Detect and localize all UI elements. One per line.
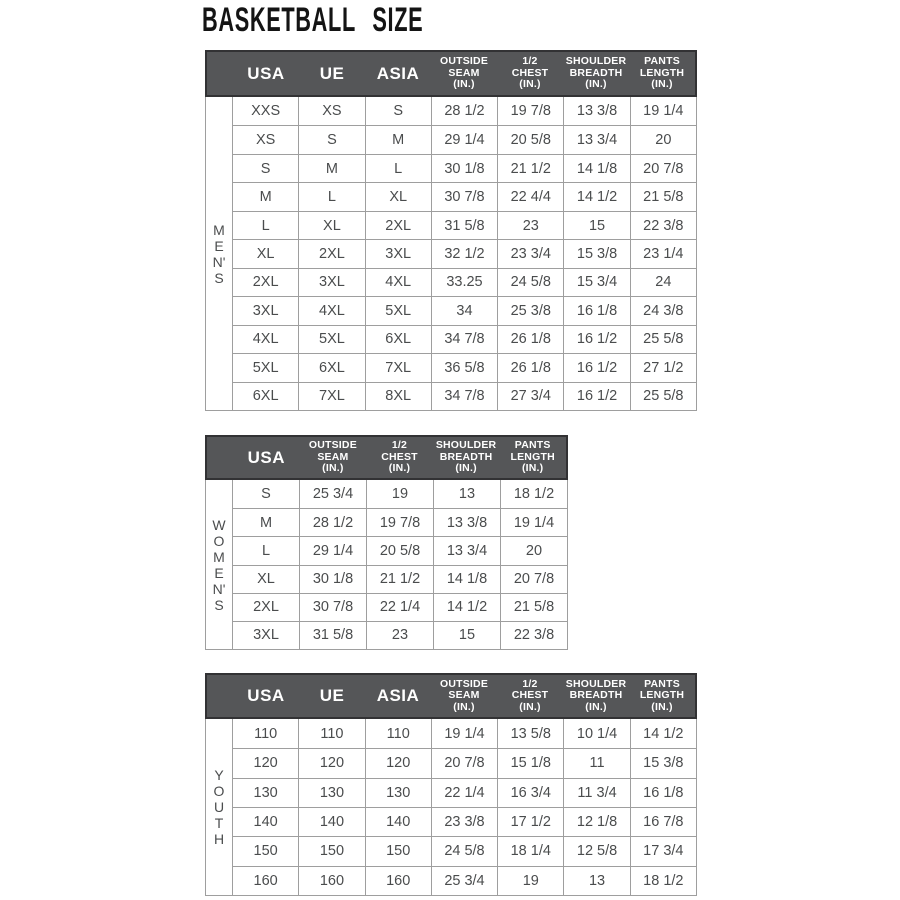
column-header-line: ASIA	[376, 63, 420, 83]
size-cell: 4XL	[366, 268, 432, 296]
column-header	[366, 437, 433, 478]
size-cell: 120	[299, 748, 365, 777]
size-cell: 19 7/8	[498, 97, 564, 125]
size-cell: 10 1/4	[564, 719, 630, 748]
column-header	[300, 437, 367, 478]
size-cell: 8XL	[366, 382, 432, 410]
size-cell: 29 1/4	[300, 536, 367, 564]
column-header-line: OUTSIDE	[439, 55, 489, 68]
size-cell: 21 1/2	[498, 154, 564, 182]
group-label-letter: M	[213, 548, 225, 565]
column-header	[433, 437, 500, 478]
size-cell: 13	[434, 480, 501, 508]
size-cell: 29 1/4	[432, 125, 498, 153]
size-cell: S	[299, 125, 365, 153]
size-cell: 5XL	[299, 325, 365, 353]
size-cell: 16 1/2	[564, 353, 630, 381]
size-cell: 150	[299, 836, 365, 865]
column-header-line: 1/2	[522, 55, 538, 68]
size-cell: 140	[299, 807, 365, 836]
table-row	[233, 296, 696, 324]
column-header	[431, 52, 497, 95]
size-cell: 28 1/2	[300, 508, 367, 536]
size-cell: 19 7/8	[367, 508, 434, 536]
size-cell: 24 3/8	[631, 296, 696, 324]
column-header-line: PANTS	[644, 677, 680, 690]
size-cell: 17 3/4	[631, 836, 696, 865]
column-header	[629, 52, 695, 95]
size-cell: XL	[233, 239, 299, 267]
column-header-line: (IN.)	[455, 462, 477, 475]
size-cell: 20 7/8	[432, 748, 498, 777]
column-header-line: SEAM	[448, 66, 480, 79]
column-header	[563, 52, 629, 95]
column-header	[563, 675, 629, 717]
column-header-line: (IN.)	[322, 462, 344, 475]
column-header	[233, 52, 299, 95]
size-cell: 18 1/4	[498, 836, 564, 865]
column-header	[497, 675, 563, 717]
table-rows	[233, 97, 696, 410]
size-cell: 13 3/8	[434, 508, 501, 536]
column-header-line: CHEST	[381, 450, 418, 463]
table-row	[233, 748, 696, 777]
column-header	[431, 675, 497, 717]
size-cell: 14 1/2	[564, 182, 630, 210]
table-row	[233, 97, 696, 125]
size-cell: 31 5/8	[300, 621, 367, 649]
size-cell: 23	[498, 211, 564, 239]
table-header-row	[205, 50, 697, 97]
table-row	[233, 593, 567, 621]
column-header-line: CHEST	[511, 66, 549, 79]
size-cell: XL	[366, 182, 432, 210]
table-row	[233, 719, 696, 748]
size-cell: 5XL	[233, 353, 299, 381]
group-label-letter: M	[213, 221, 225, 238]
group-label-vertical	[206, 719, 233, 895]
size-cell: 32 1/2	[432, 239, 498, 267]
column-header-line: SHOULDER	[565, 677, 627, 690]
size-cell: 21 1/2	[367, 565, 434, 593]
size-cell: 160	[299, 866, 365, 895]
size-cell: 12 5/8	[564, 836, 630, 865]
size-cell: 13 5/8	[498, 719, 564, 748]
size-cell: 13	[564, 866, 630, 895]
size-cell: L	[366, 154, 432, 182]
column-header-line: SHOULDER	[435, 439, 497, 452]
column-header-line: (IN.)	[651, 700, 673, 713]
size-cell: 30 1/8	[300, 565, 367, 593]
header-spacer-cell	[207, 675, 233, 717]
size-cell: 16 1/8	[564, 296, 630, 324]
group-label-letter: O	[213, 783, 225, 799]
size-cell: 130	[366, 778, 432, 807]
size-cell: 7XL	[366, 353, 432, 381]
group-label-letter: O	[213, 532, 225, 549]
size-table-womens	[205, 435, 568, 650]
table-row	[233, 508, 567, 536]
column-header	[365, 675, 431, 717]
size-cell: 23	[367, 621, 434, 649]
size-cell: 34 7/8	[432, 382, 498, 410]
size-cell: 150	[366, 836, 432, 865]
size-cell: 33.25	[432, 268, 498, 296]
table-row	[233, 382, 696, 410]
column-header-line: (IN.)	[585, 78, 607, 91]
group-label-letter: T	[214, 815, 224, 831]
size-cell: 30 1/8	[432, 154, 498, 182]
size-cell: 22 4/4	[498, 182, 564, 210]
size-cell: 15 3/4	[564, 268, 630, 296]
group-label-vertical	[206, 97, 233, 410]
table-row	[233, 621, 567, 649]
column-header-line: USA	[247, 63, 285, 83]
size-cell: XL	[299, 211, 365, 239]
group-label-vertical	[206, 480, 233, 649]
size-table-youth	[205, 673, 697, 896]
column-header-line: 1/2	[391, 439, 408, 452]
size-cell: XS	[233, 125, 299, 153]
size-cell: S	[233, 154, 299, 182]
size-cell: L	[233, 536, 300, 564]
size-cell: 15 1/8	[498, 748, 564, 777]
column-header-line: UE	[319, 686, 345, 705]
group-label-letter: E	[214, 237, 224, 254]
size-cell: 26 1/8	[498, 325, 564, 353]
size-cell: 30 7/8	[432, 182, 498, 210]
table-rows	[233, 480, 567, 649]
group-label-letter: S	[214, 596, 224, 613]
table-header-row	[205, 435, 568, 480]
table-row	[233, 325, 696, 353]
size-cell: 11	[564, 748, 630, 777]
size-cell: L	[233, 211, 299, 239]
column-header-line: BREADTH	[569, 689, 623, 702]
size-cell: 22 3/8	[631, 211, 696, 239]
size-cell: 21 5/8	[501, 593, 567, 621]
size-cell: 6XL	[299, 353, 365, 381]
size-cell: 120	[233, 748, 299, 777]
column-header-line: CHEST	[511, 689, 549, 702]
group-label-letter: Y	[214, 767, 224, 783]
size-cell: 17 1/2	[498, 807, 564, 836]
size-cell: M	[233, 508, 300, 536]
size-cell: 20	[501, 536, 567, 564]
size-cell: 16 3/4	[498, 778, 564, 807]
table-rows	[233, 719, 696, 895]
size-cell: 30 7/8	[300, 593, 367, 621]
size-cell: 15	[434, 621, 501, 649]
size-cell: 14 1/2	[643, 725, 684, 742]
size-cell: 2XL	[299, 239, 365, 267]
header-spacer-cell	[207, 52, 233, 95]
size-cell: 16 7/8	[631, 807, 696, 836]
size-cell: 19 1/4	[501, 508, 567, 536]
size-cell: 6XL	[233, 382, 299, 410]
column-header-line: (IN.)	[651, 78, 673, 91]
size-cell: 3XL	[366, 239, 432, 267]
column-header-line: (IN.)	[519, 700, 541, 713]
table-row	[233, 182, 696, 210]
table-row	[233, 778, 696, 807]
size-cell: 24 5/8	[432, 836, 498, 865]
size-cell: 120	[366, 748, 432, 777]
size-cell: 13 3/4	[434, 536, 501, 564]
size-cell: 27 3/4	[498, 382, 564, 410]
size-cell: 18 1/2	[513, 486, 555, 503]
column-header-line: (IN.)	[585, 700, 607, 713]
size-cell: 3XL	[233, 621, 300, 649]
column-header-line: (IN.)	[521, 462, 544, 475]
table-header-row	[205, 673, 697, 719]
size-cell: 20 7/8	[501, 565, 567, 593]
size-cell: 5XL	[366, 296, 432, 324]
size-cell: 160	[366, 866, 432, 895]
column-header	[499, 437, 566, 478]
size-cell: 15 3/8	[631, 748, 696, 777]
size-cell: 23 1/4	[631, 239, 696, 267]
size-cell: XL	[233, 565, 300, 593]
size-cell: 18 1/2	[631, 866, 696, 895]
size-cell: L	[299, 182, 365, 210]
size-cell: XS	[299, 97, 365, 125]
size-cell: M	[366, 125, 432, 153]
size-cell: 19 1/4	[432, 719, 498, 748]
size-cell: 20 5/8	[367, 536, 434, 564]
table-row	[233, 154, 696, 182]
size-cell: S	[366, 97, 432, 125]
size-cell: 20 5/8	[498, 125, 564, 153]
size-cell: XXS	[233, 97, 299, 125]
size-cell: 150	[233, 836, 299, 865]
size-cell: 31 5/8	[432, 211, 498, 239]
column-header	[233, 437, 300, 478]
size-cell: M	[299, 154, 365, 182]
size-cell: 14 1/2	[434, 593, 501, 621]
size-cell: 2XL	[233, 268, 299, 296]
size-cell: 7XL	[299, 382, 365, 410]
column-header-line: OUTSIDE	[439, 677, 489, 690]
table-row	[233, 866, 696, 895]
size-cell: 2XL	[233, 593, 300, 621]
size-cell: 20	[631, 125, 696, 153]
size-cell: 110	[299, 719, 365, 748]
table-body	[205, 480, 568, 650]
size-cell: 24	[631, 268, 696, 296]
column-header-line: USA	[247, 686, 285, 705]
size-cell: 25 3/4	[300, 480, 367, 508]
size-cell: 4XL	[233, 325, 299, 353]
size-cell: 28 1/2	[432, 97, 498, 125]
column-header-line: SHOULDER	[565, 55, 627, 68]
table-row	[233, 836, 696, 865]
column-header-line: PANTS	[644, 55, 680, 68]
group-label-letter: H	[213, 831, 225, 847]
size-cell: 13 3/8	[564, 97, 630, 125]
size-cell: 26 1/8	[498, 353, 564, 381]
size-cell: 14 1/8	[434, 565, 501, 593]
size-cell: 3XL	[233, 296, 299, 324]
column-header-line: PANTS	[514, 439, 551, 452]
table-row	[233, 480, 567, 508]
size-cell: 23 3/4	[498, 239, 564, 267]
size-cell: 25 3/8	[498, 296, 564, 324]
column-header-line: (IN.)	[453, 700, 475, 713]
column-header-line: 1/2	[522, 677, 538, 690]
table-body	[205, 97, 697, 411]
size-cell: 14 1/8	[564, 154, 630, 182]
size-cell: 160	[233, 866, 299, 895]
size-cell: 22 1/4	[367, 593, 434, 621]
group-label-letter: U	[213, 799, 225, 815]
column-header-line: SEAM	[448, 689, 480, 702]
size-cell: 140	[366, 807, 432, 836]
table-row	[233, 353, 696, 381]
column-header-line: BREADTH	[439, 450, 493, 463]
size-cell: 19	[498, 866, 564, 895]
size-cell: 3XL	[299, 268, 365, 296]
group-label-letter: E	[214, 564, 224, 581]
page-title: BASKETBALL SIZE	[202, 1, 424, 39]
size-cell: 21 5/8	[631, 182, 696, 210]
size-cell: 110	[233, 719, 299, 748]
size-cell: 22 3/8	[501, 621, 567, 649]
table-body	[205, 719, 697, 896]
size-cell: 11 3/4	[564, 778, 630, 807]
size-cell: 110	[366, 719, 432, 748]
group-label-letter: W	[212, 516, 226, 533]
column-header-line: USA	[247, 447, 285, 467]
table-row	[233, 211, 696, 239]
table-row	[233, 125, 696, 153]
size-cell: 25 5/8	[631, 382, 696, 410]
size-cell: 2XL	[366, 211, 432, 239]
table-row	[233, 536, 567, 564]
column-header-line: LENGTH	[639, 689, 685, 702]
size-cell: 34	[432, 296, 498, 324]
size-cell: 20 7/8	[631, 154, 696, 182]
column-header	[497, 52, 563, 95]
size-cell: 24 5/8	[498, 268, 564, 296]
size-cell: 22 1/4	[432, 778, 498, 807]
size-cell: 19	[367, 480, 434, 508]
size-cell: 140	[233, 807, 299, 836]
header-spacer-cell	[207, 437, 233, 478]
size-cell: M	[233, 182, 299, 210]
column-header-line: BREADTH	[569, 66, 623, 79]
size-cell: 36 5/8	[432, 353, 498, 381]
size-cell: 23 3/8	[432, 807, 498, 836]
size-cell: S	[233, 480, 300, 508]
table-row	[233, 239, 696, 267]
size-cell: 16 1/2	[564, 325, 630, 353]
column-header-line: UE	[319, 63, 345, 83]
size-table-mens	[205, 50, 697, 411]
size-cell: 16 1/8	[631, 778, 696, 807]
column-header-line: (IN.)	[388, 462, 411, 475]
group-label-letter: N'	[212, 580, 226, 597]
column-header-line: LENGTH	[639, 66, 685, 79]
column-header	[629, 675, 695, 717]
size-cell: 27 1/2	[631, 353, 696, 381]
size-cell: 130	[299, 778, 365, 807]
size-cell: 130	[233, 778, 299, 807]
column-header-line: SEAM	[317, 450, 349, 463]
size-cell: 16 1/2	[564, 382, 630, 410]
column-header	[233, 675, 299, 717]
size-cell: 25 3/4	[432, 866, 498, 895]
table-row	[233, 268, 696, 296]
column-header-line: LENGTH	[510, 450, 555, 463]
column-header	[299, 675, 365, 717]
size-cell: 25 5/8	[631, 325, 696, 353]
table-row	[233, 807, 696, 836]
table-row	[233, 565, 567, 593]
column-header	[299, 52, 365, 95]
size-cell: 34 7/8	[432, 325, 498, 353]
size-cell: 13 3/4	[564, 125, 630, 153]
size-cell: 15	[564, 211, 630, 239]
group-label-letter: S	[214, 269, 224, 286]
column-header-line: (IN.)	[453, 78, 475, 91]
size-cell: 19 1/4	[643, 103, 684, 120]
column-header-line: (IN.)	[519, 78, 541, 91]
size-cell: 6XL	[366, 325, 432, 353]
group-label-letter: N'	[212, 253, 226, 270]
column-header	[365, 52, 431, 95]
size-cell: 15 3/8	[564, 239, 630, 267]
size-cell: 4XL	[299, 296, 365, 324]
size-cell: 12 1/8	[564, 807, 630, 836]
column-header-line: OUTSIDE	[308, 439, 357, 452]
column-header-line: ASIA	[376, 686, 420, 705]
